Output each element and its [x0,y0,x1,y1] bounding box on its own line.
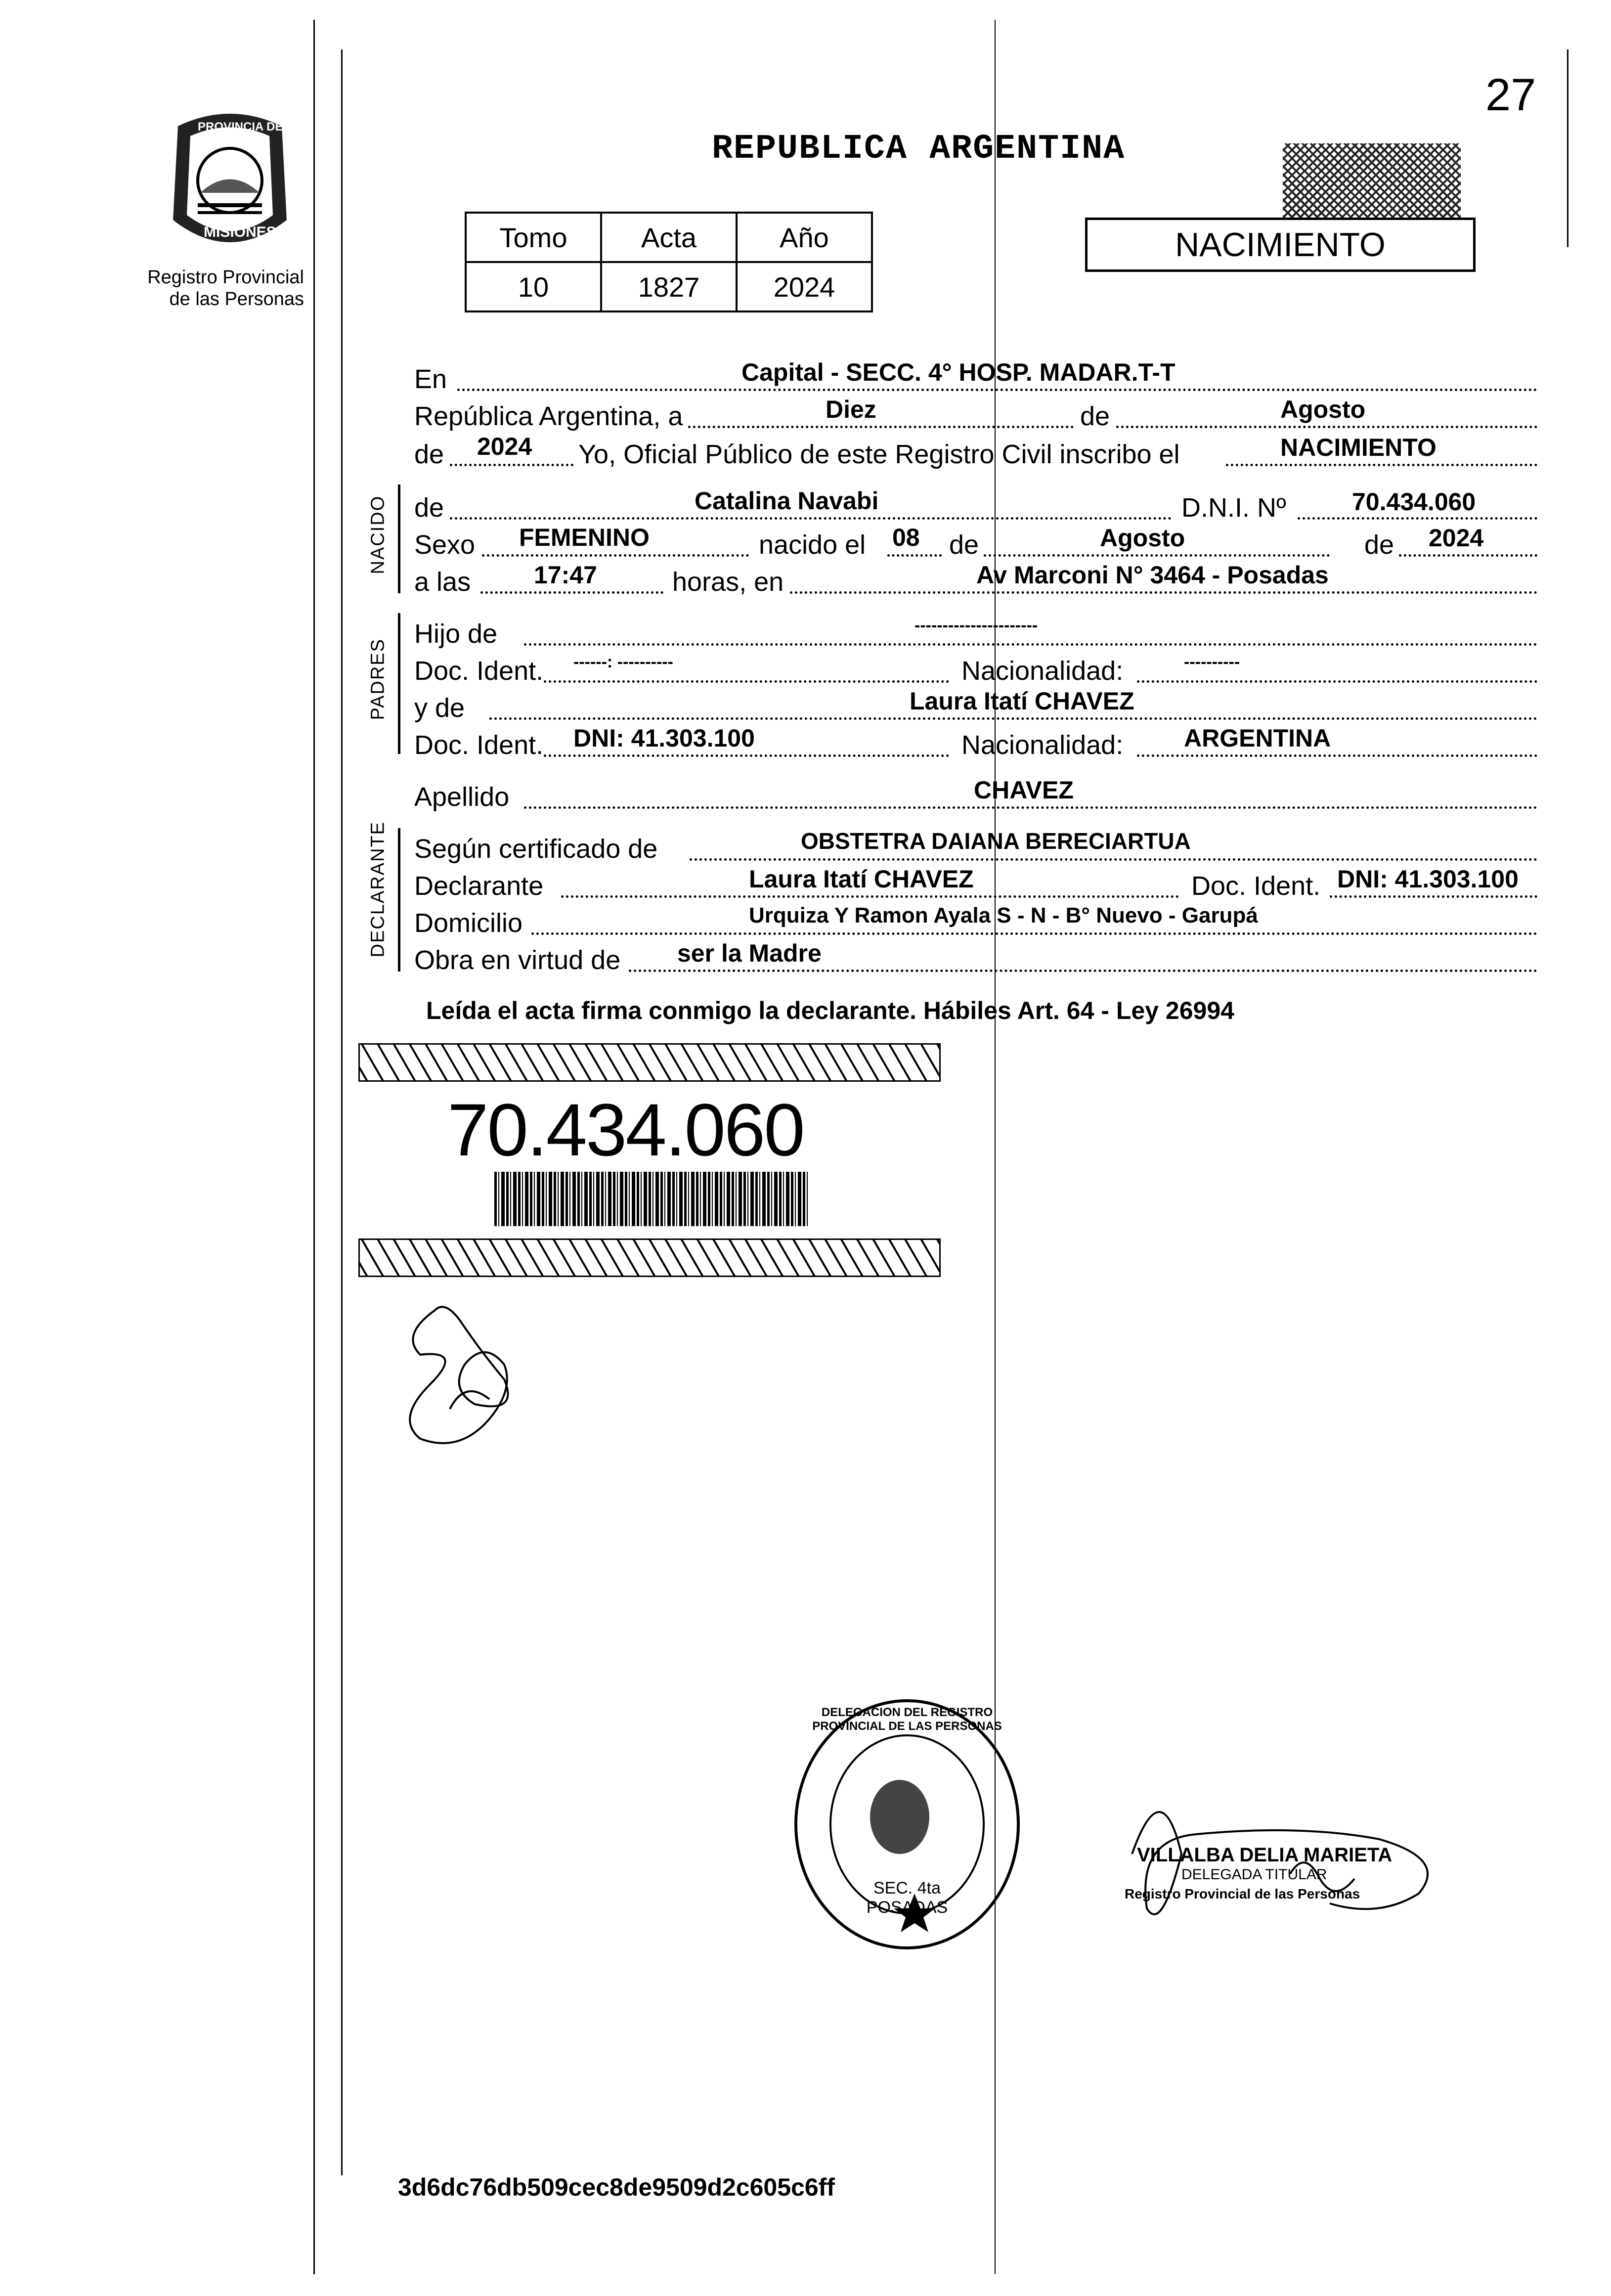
margin-line [341,49,343,2175]
dotted-line [1330,895,1537,898]
section-bracket [398,485,400,593]
seal-top-text: PROVINCIA DE [198,120,283,133]
value-certificado: OBSTETRA DAIANA BERECIARTUA [801,828,1191,854]
dotted-line [524,806,1537,809]
header-tomo: Tomo [466,213,601,262]
dotted-line [531,932,1537,935]
value-lugar: Capital - SECC. 4° HOSP. MADAR.T-T [741,358,1176,386]
value-nac-dia: 08 [892,524,920,551]
section-bracket [398,828,400,971]
label-segun-certificado: Según certificado de [414,834,658,864]
side-label-padres: PADRES [367,638,389,720]
section-bracket [398,613,400,754]
barcode [494,1172,808,1226]
value-nac-anio: 2024 [1429,524,1484,552]
label-doc-ident-madre: Doc. Ident. [414,730,544,760]
label-nacionalidad-padre: Nacionalidad: [961,656,1124,686]
barcode-number: 70.434.060 [447,1088,804,1171]
value-hora: 17:47 [534,561,597,589]
dotted-line [489,717,1537,720]
value-mes: Agosto [1280,396,1366,423]
value-padre: ---------------------- [914,616,1038,635]
official-role: DELEGADA TITULAR [1181,1866,1327,1883]
value-padre-nac: ---------- [1184,653,1240,671]
security-band-bottom [358,1238,941,1277]
dotted-line [984,554,1330,557]
value-nombre: Catalina Navabi [695,487,879,515]
dotted-line [480,591,663,594]
label-apellido: Apellido [414,782,510,812]
dotted-line [629,970,1537,972]
dotted-line [1116,426,1537,428]
dotted-line [482,554,749,557]
document-hash: 3d6dc76db509cec8de9509d2c605c6ff [398,2173,835,2201]
label-doc-ident-declarante: Doc. Ident. [1191,871,1321,901]
dotted-line [1298,517,1537,520]
value-lugar-nac: Av Marconi N° 3464 - Posadas [976,561,1329,589]
registry-line-1: Registro Provincial [147,267,304,288]
tomo-acta-table [465,212,873,312]
dotted-line [1226,464,1537,466]
label-y-de: y de [414,693,465,723]
page-number: 27 [1485,70,1536,120]
closing-statement: Leída el acta firma conmigo la declarante. Hábiles Art. 64 - Ley 26994 [426,997,1234,1024]
dotted-line [450,517,1172,520]
side-label-nacido: NACIDO [367,495,389,574]
label-dni: D.N.I. Nº [1181,493,1286,523]
value-anio: 2024 [477,433,532,460]
value-nac-mes: Agosto [1100,524,1185,552]
margin-line [313,20,315,2274]
value-declarante: Laura Itatí CHAVEZ [749,865,974,893]
dotted-line [457,389,1537,391]
label-sexo: Sexo [414,530,476,560]
dotted-line [1137,754,1537,757]
side-label-declarante: DECLARANTE [367,821,389,958]
value-apellido: CHAVEZ [974,776,1074,804]
dotted-line [887,554,942,557]
value-acta: 1827 [601,262,737,311]
label-en: En [414,364,447,394]
value-dni: 70.434.060 [1352,488,1476,516]
security-pattern [1283,143,1461,218]
official-name: VILLALBA DELIA MARIETA [1137,1844,1393,1866]
value-declarante-doc: DNI: 41.303.100 [1337,865,1519,893]
dotted-line [790,591,1537,594]
value-madre-nac: ARGENTINA [1184,724,1331,752]
value-madre-doc: DNI: 41.303.100 [573,724,755,752]
dotted-line [1137,680,1537,683]
act-type-box [1085,218,1476,272]
official-stamp [791,1696,1023,1953]
label-yo-oficial: Yo, Oficial Público de este Registro Civil inscribo el [578,440,1180,469]
registry-name [141,267,304,310]
dotted-line [524,643,1537,646]
act-type: NACIMIENTO [1175,226,1386,264]
label-horas-en: horas, en [672,567,784,597]
value-madre: Laura Itatí CHAVEZ [910,687,1134,715]
document-title: REPUBLICA ARGENTINA [712,130,1126,169]
stamp-center-text: SEC. 4ta POSADAS [866,1879,948,1917]
dotted-line [1399,554,1537,557]
label-doc-ident-padre: Doc. Ident. [414,656,544,686]
label-de-nac-mes: de [949,530,979,560]
dotted-line [690,858,1537,861]
value-obra: ser la Madre [677,939,822,967]
registry-seal [163,106,297,260]
value-tomo: 10 [466,262,601,311]
official-registry: Registro Provincial de las Personas [1125,1886,1360,1901]
dotted-line [688,426,1074,428]
header-acta: Acta [601,213,737,262]
label-nacionalidad-madre: Nacionalidad: [961,730,1124,760]
label-de-nac-anio: de [1364,530,1394,560]
label-hijo-de: Hijo de [414,619,498,649]
value-padre-doc: ------: ---------- [573,653,673,671]
dotted-line [544,680,949,683]
label-obra-en-virtud: Obra en virtud de [414,945,621,975]
value-domicilio: Urquiza Y Ramon Ayala S - N - B° Nuevo - Garupá [749,903,1258,927]
value-inscribe: NACIMIENTO [1280,434,1437,461]
dotted-line [544,754,949,757]
right-margin-line [1567,49,1568,247]
label-de-nombre: de [414,493,444,523]
seal-bottom-text: MISIONES [204,224,276,240]
value-sexo: FEMENINO [519,524,650,551]
label-republica: República Argentina, a [414,401,683,431]
stamp-ring-text: DELEGACION DEL REGISTRO PROVINCIAL DE LAS PERSONAS [812,1706,1002,1733]
dotted-line [450,464,573,466]
registry-line-2: de las Personas [169,288,304,309]
value-anio: 2024 [737,262,872,311]
label-domicilio: Domicilio [414,908,523,938]
label-declarante: Declarante [414,871,544,901]
label-nacido-el: nacido el [759,530,866,560]
label-de-mes: de [1080,401,1110,431]
value-dia: Diez [826,396,876,423]
label-de-anio: de [414,440,444,469]
security-band-top [358,1043,941,1082]
declarant-signature [391,1290,529,1454]
label-a-las: a las [414,567,471,597]
dotted-line [561,895,1179,898]
header-anio: Año [737,213,872,262]
